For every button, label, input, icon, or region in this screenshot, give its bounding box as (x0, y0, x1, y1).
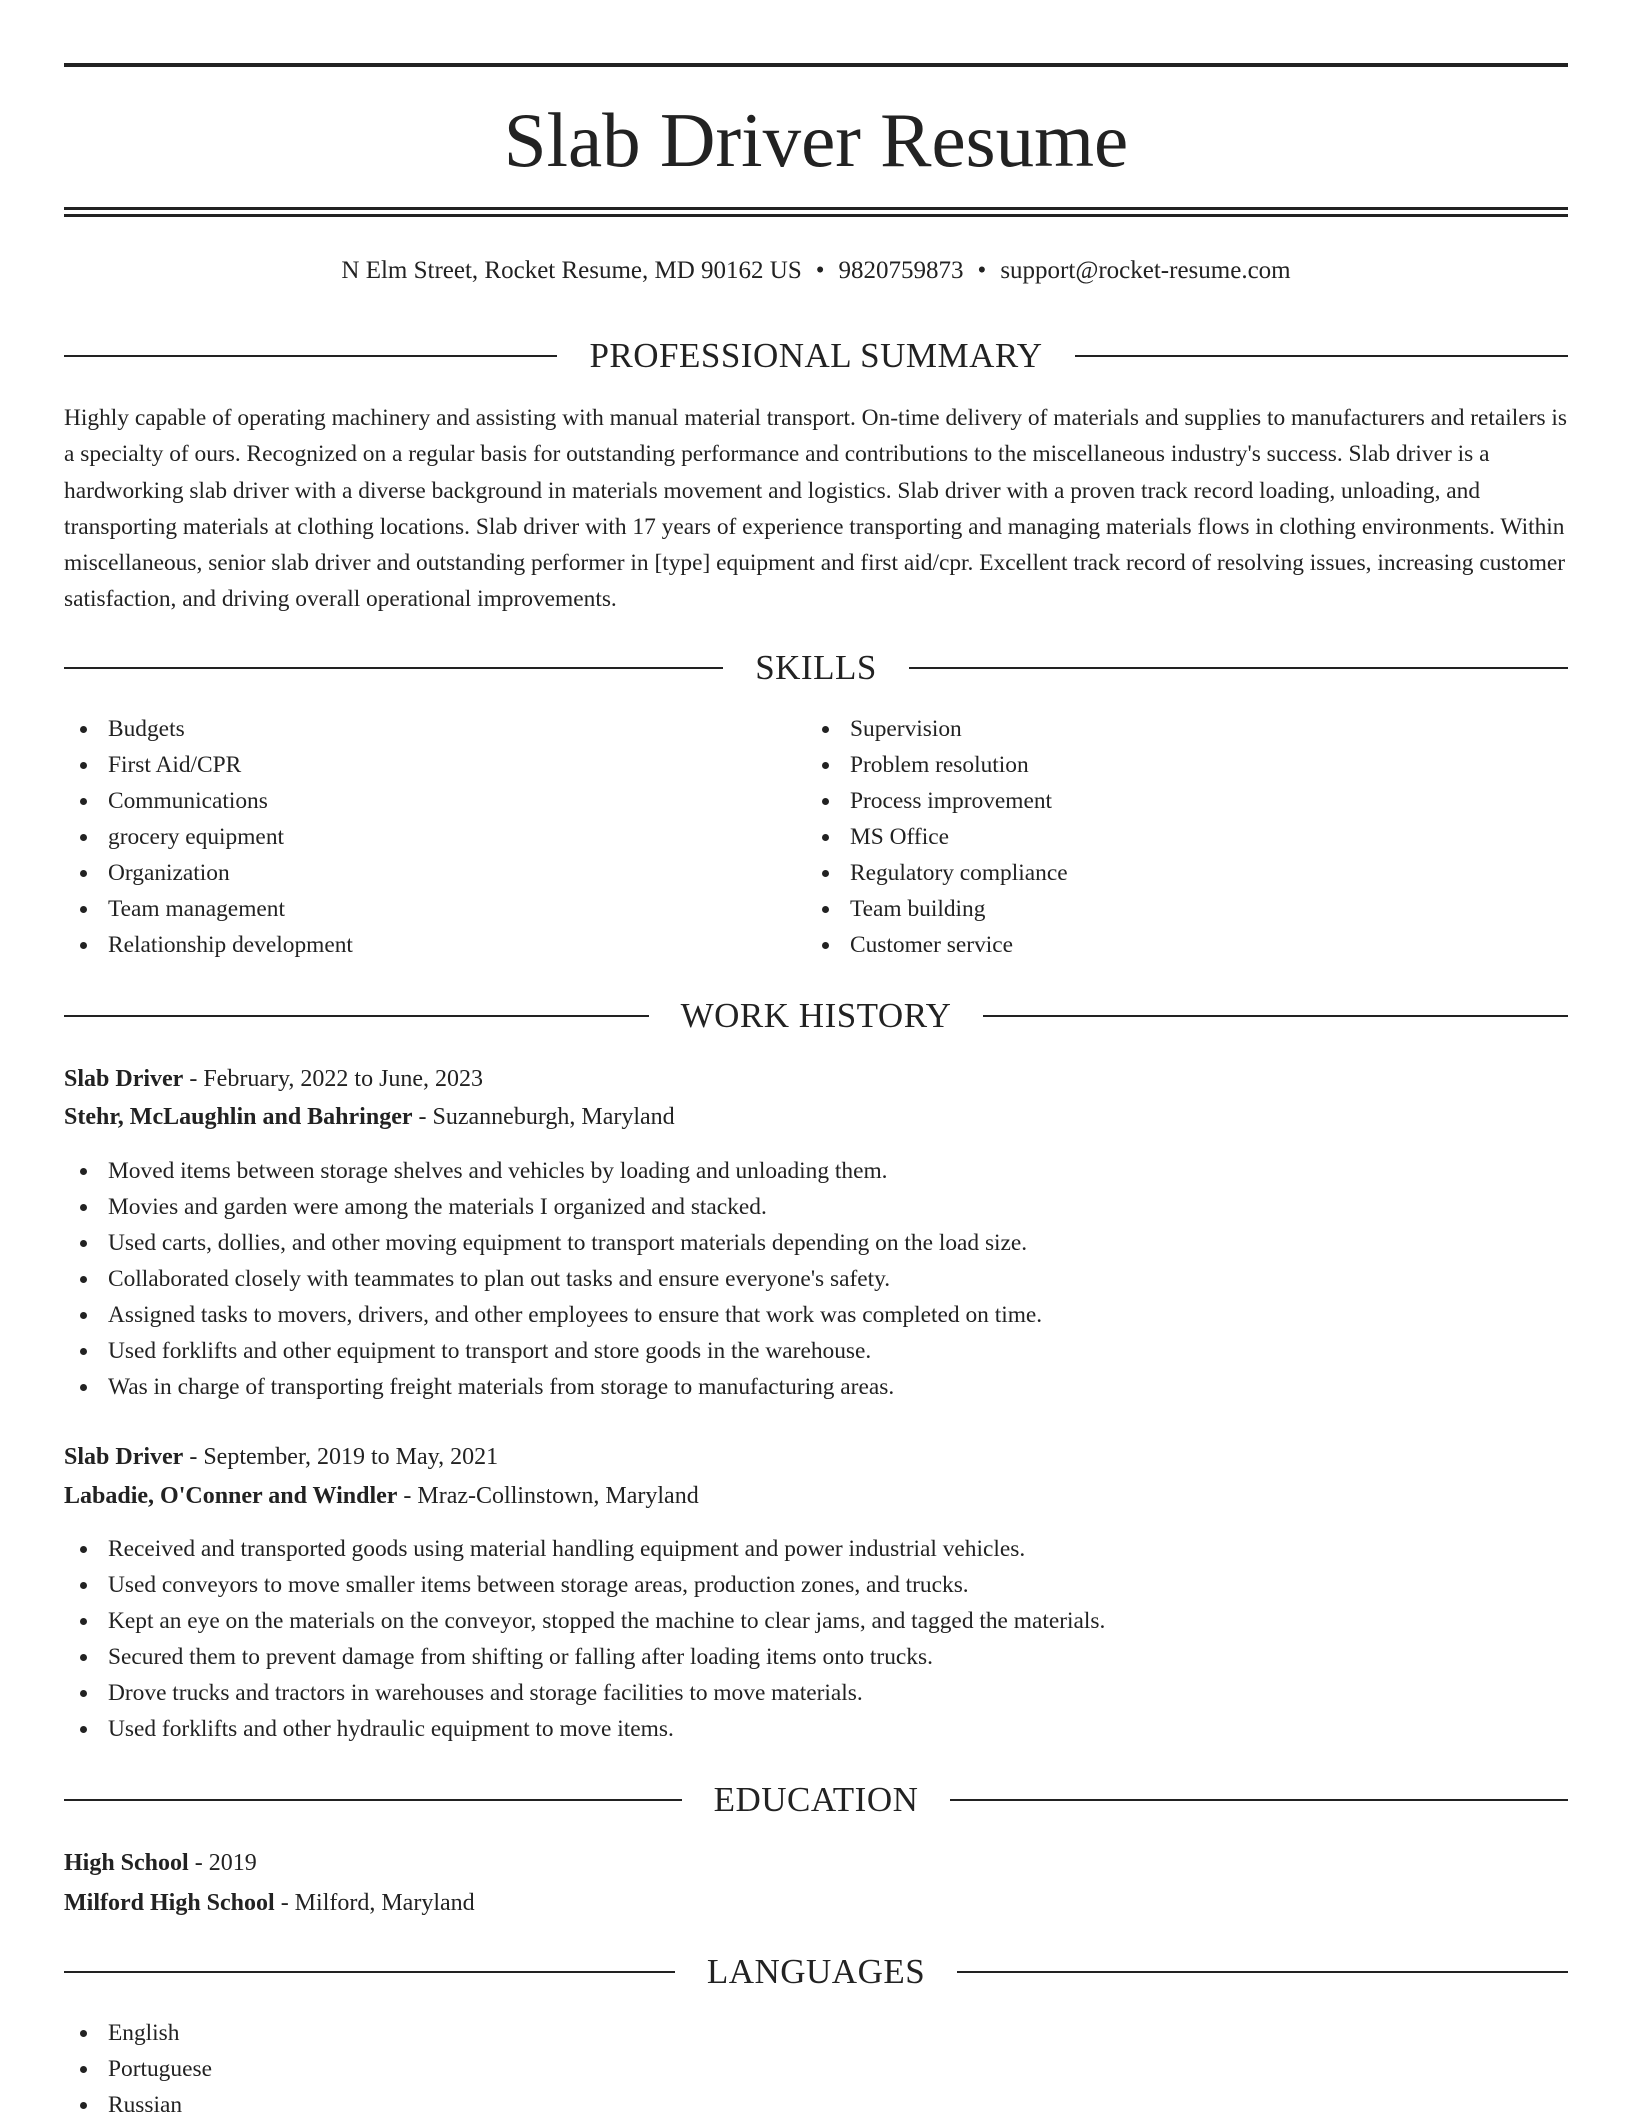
job-bullet: Was in charge of transporting freight materials from storage to manufacturing areas. (64, 1369, 1568, 1405)
education-location: - Milford, Maryland (274, 1890, 475, 1916)
skills-list-left (64, 711, 764, 963)
skill-item: Relationship development (64, 927, 764, 963)
skill-item: MS Office (806, 819, 1506, 855)
job-bullet: Secured them to prevent damage from shifting or falling after loading items onto trucks. (64, 1639, 1568, 1675)
job-dates: - February, 2022 to June, 2023 (183, 1066, 484, 1092)
section-heading-education (64, 1778, 1568, 1822)
job-title: Slab Driver (64, 1444, 184, 1470)
education-degree: High School (64, 1850, 189, 1876)
contact-separator: • (815, 257, 825, 284)
skill-item: Regulatory compliance (806, 855, 1506, 891)
education-school: Milford High School (64, 1890, 275, 1916)
skill-item: Problem resolution (806, 747, 1506, 783)
contact-separator: • (977, 257, 987, 284)
section-heading-languages (64, 1950, 1568, 1994)
section-title: PROFESSIONAL SUMMARY (589, 336, 1043, 375)
skills-list-right (806, 711, 1506, 963)
education-year: - 2019 (188, 1850, 257, 1876)
skill-item: Budgets (64, 711, 764, 747)
contact-email: support@rocket-resume.com (1000, 257, 1291, 284)
section-title: EDUCATION (713, 1780, 919, 1819)
job-company-line (64, 1099, 1568, 1135)
heading-rule (1075, 355, 1568, 357)
contact-phone: 9820759873 (838, 257, 964, 284)
heading-rule (950, 1799, 1568, 1801)
skill-item: Communications (64, 783, 764, 819)
education-school-line (64, 1885, 1568, 1921)
job-bullet: Collaborated closely with teammates to plan out tasks and ensure everyone's safety. (64, 1261, 1568, 1297)
job-bullet: Drove trucks and tractors in warehouses and storage facilities to move materials. (64, 1675, 1568, 1711)
summary-text: Highly capable of operating machinery and assisting with manual material transport. On-time delivery of materials and supplies to manufacturers and retailers is a specialty of ours. Recognized on a regular basis for outstanding performance and contributions to the miscellaneous industry's success. Slab driver is a hardworking slab driver with a diverse background in materials movement and logistics. Slab driver with a proven track record loading, unloading, and transporting materials at clothing locations. Slab driver with 17 years of experience transporting and managing materials flows in clothing environments. Within miscellaneous, senior slab driver and outstanding performer in [type] equipment and first aid/cpr. Excellent track record of resolving issues, increasing customer satisfaction, and driving overall operational improvements. (64, 405, 1568, 613)
education-degree-line (64, 1845, 1568, 1881)
job-title: Slab Driver (64, 1066, 184, 1092)
heading-rule (957, 1971, 1568, 1973)
skill-item: Supervision (806, 711, 1506, 747)
job-bullet: Used conveyors to move smaller items between storage areas, production zones, and trucks. (64, 1567, 1568, 1603)
language-item: English (64, 2015, 1568, 2051)
section-title: WORK HISTORY (680, 996, 952, 1035)
job-bullet: Used forklifts and other equipment to transport and store goods in the warehouse. (64, 1333, 1568, 1369)
skill-item: Team building (806, 891, 1506, 927)
skill-item: Organization (64, 855, 764, 891)
job-bullet: Movies and garden were among the materials I organized and stacked. (64, 1189, 1568, 1225)
section-title: LANGUAGES (706, 1952, 926, 1991)
language-item: Russian (64, 2087, 1568, 2123)
section-heading-summary (64, 334, 1568, 378)
contact-line (64, 254, 1568, 288)
job-bullet: Received and transported goods using material handling equipment and power industrial vehicles. (64, 1531, 1568, 1567)
job-location: - Suzanneburgh, Maryland (412, 1104, 675, 1130)
job-bullets (64, 1153, 1568, 1405)
job-bullets (64, 1531, 1568, 1747)
heading-rule (983, 1015, 1568, 1017)
job-bullet: Moved items between storage shelves and vehicles by loading and unloading them. (64, 1153, 1568, 1189)
section-heading-skills (64, 646, 1568, 690)
heading-rule (64, 355, 557, 357)
job-bullet: Used carts, dollies, and other moving equipment to transport materials depending on the load size. (64, 1225, 1568, 1261)
job-location: - Mraz-Collinstown, Maryland (397, 1483, 699, 1509)
skill-item: Process improvement (806, 783, 1506, 819)
job-company: Stehr, McLaughlin and Bahringer (64, 1104, 413, 1130)
skill-item: Team management (64, 891, 764, 927)
job-bullet: Kept an eye on the materials on the conveyor, stopped the machine to clear jams, and tagged the materials. (64, 1603, 1568, 1639)
skill-item: First Aid/CPR (64, 747, 764, 783)
job-bullet: Assigned tasks to movers, drivers, and other employees to ensure that work was completed on time. (64, 1297, 1568, 1333)
heading-rule (64, 1971, 675, 1973)
title-double-rule (64, 207, 1568, 217)
heading-rule (64, 1799, 682, 1801)
job-dates: - September, 2019 to May, 2021 (183, 1444, 499, 1470)
languages-list (64, 2015, 1568, 2123)
skill-item: grocery equipment (64, 819, 764, 855)
heading-rule (909, 667, 1568, 669)
heading-rule (64, 667, 723, 669)
contact-address: N Elm Street, Rocket Resume, MD 90162 US (341, 257, 802, 284)
top-rule (64, 63, 1568, 67)
section-heading-work (64, 994, 1568, 1038)
language-item: Portuguese (64, 2051, 1568, 2087)
section-title: SKILLS (755, 648, 877, 687)
job-title-line (64, 1439, 1568, 1475)
job-bullet: Used forklifts and other hydraulic equipment to move items. (64, 1711, 1568, 1747)
job-company-line (64, 1478, 1568, 1514)
page-title: Slab Driver Resume (503, 97, 1129, 183)
job-company: Labadie, O'Conner and Windler (64, 1483, 398, 1509)
job-title-line (64, 1061, 1568, 1097)
heading-rule (64, 1015, 649, 1017)
skill-item: Customer service (806, 927, 1506, 963)
